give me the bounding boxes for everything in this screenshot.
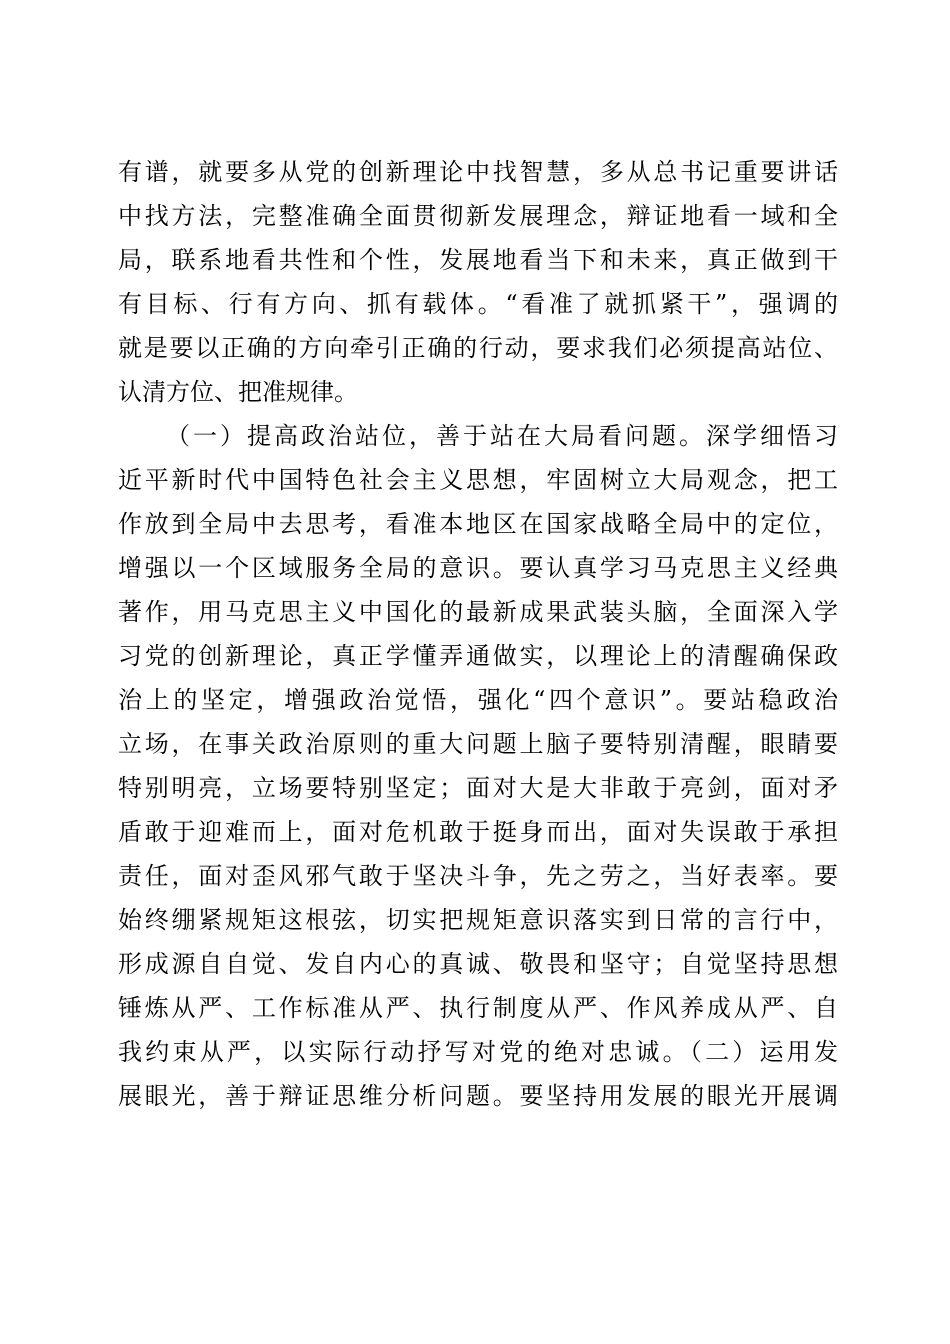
paragraph-2 <box>118 414 838 1118</box>
text-line: 形成源自自觉、发自内心的真诚、敬畏和坚守；自觉坚持思想 <box>118 950 838 978</box>
text-line: 展眼光，善于辩证思维分析问题。要坚持用发展的眼光开展调 <box>118 1082 838 1110</box>
text-line: 治上的坚定，增强政治觉悟，强化“四个意识”。要站稳政治 <box>118 686 838 714</box>
text-line: 锤炼从严、工作标准从严、执行制度从严、作风养成从严、自 <box>118 994 838 1022</box>
text-line: 作放到全局中去思考，看准本地区在国家战略全局中的定位， <box>118 510 838 538</box>
text-line: 立场，在事关政治原则的重大问题上脑子要特别清醒，眼睛要 <box>118 730 838 758</box>
text-line: 有谱，就要多从党的创新理论中找智慧，多从总书记重要讲话 <box>118 158 838 186</box>
text-line: 盾敢于迎难而上，面对危机敢于挺身而出，面对失误敢于承担 <box>118 818 838 846</box>
text-line: 始终绷紧规矩这根弦，切实把规矩意识落实到日常的言行中， <box>118 906 838 934</box>
text-line: 习党的创新理论，真正学懂弄通做实，以理论上的清醒确保政 <box>118 642 838 670</box>
text-line: 近平新时代中国特色社会主义思想，牢固树立大局观念，把工 <box>118 466 838 494</box>
text-line: 认清方位、把准规律。 <box>118 378 358 406</box>
text-line: 我约束从严，以实际行动抒写对党的绝对忠诚。（二）运用发 <box>118 1038 838 1066</box>
text-line: 著作，用马克思主义中国化的最新成果武装头脑，全面深入学 <box>118 598 838 626</box>
text-line: 局，联系地看共性和个性，发展地看当下和未来，真正做到干 <box>118 246 838 274</box>
text-line: 增强以一个区域服务全局的意识。要认真学习马克思主义经典 <box>118 554 838 582</box>
text-line: 有目标、行有方向、抓有载体。“看准了就抓紧干”，强调的 <box>118 290 838 318</box>
text-line: 特别明亮，立场要特别坚定；面对大是大非敢于亮剑，面对矛 <box>118 774 838 802</box>
text-line: 责任，面对歪风邪气敢于坚决斗争，先之劳之，当好表率。要 <box>118 862 838 890</box>
text-line: 中找方法，完整准确全面贯彻新发展理念，辩证地看一域和全 <box>118 202 838 230</box>
text-line: （一）提高政治站位，善于站在大局看问题。深学细悟习 <box>166 422 838 450</box>
text-line: 就是要以正确的方向牵引正确的行动，要求我们必须提高站位、 <box>118 334 838 362</box>
paragraph-1 <box>118 150 838 414</box>
body-text <box>118 150 838 1118</box>
